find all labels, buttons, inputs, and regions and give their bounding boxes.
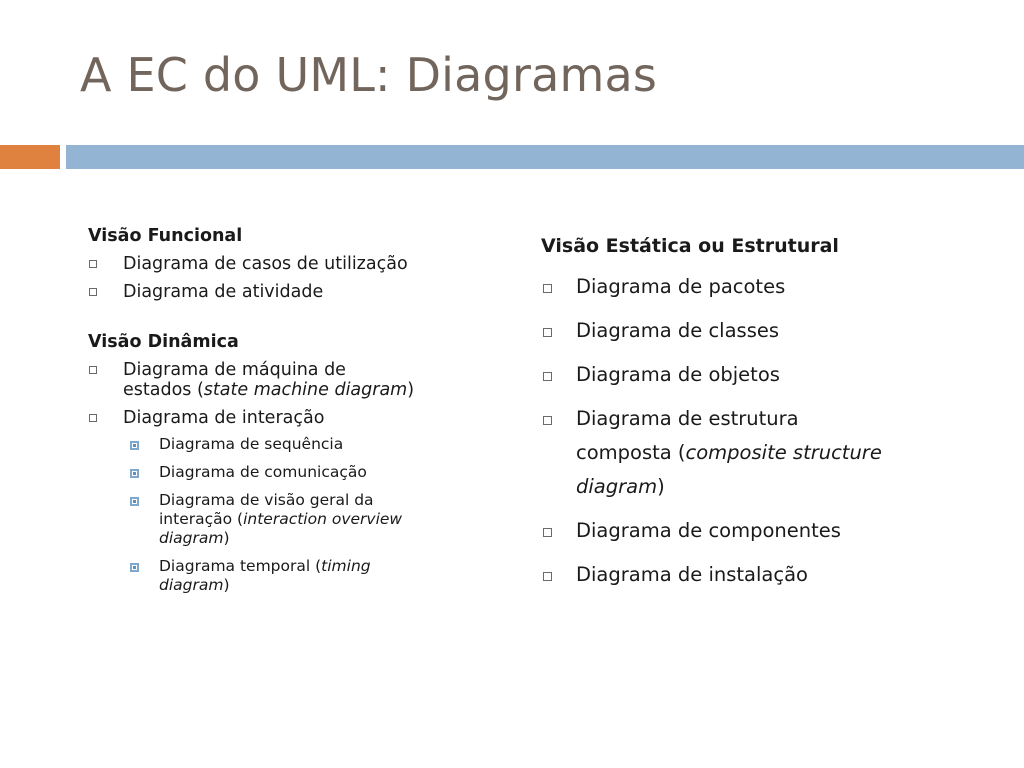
list-item-interaction [88, 408, 508, 595]
hollow-square-bullet-icon [543, 572, 552, 581]
sublist-item-label: ) [223, 576, 230, 594]
sublist-item [123, 435, 508, 454]
english-term: composite structure [685, 441, 882, 464]
list-item [541, 558, 941, 592]
static-view-heading: Visão Estática ou Estrutural [541, 235, 839, 257]
english-term: interaction overview [243, 510, 403, 528]
list-item-composite [541, 402, 941, 504]
sublist-item-label: interação ( [159, 510, 244, 528]
hollow-square-bullet-icon [543, 528, 552, 537]
english-term: state machine diagram [203, 380, 408, 400]
hollow-square-bullet-icon [543, 416, 552, 425]
list-item-label: estados ( [123, 380, 204, 400]
list-item-state-machine [88, 360, 508, 400]
list-item [541, 358, 941, 392]
sublist-item [123, 491, 508, 548]
slide-title: A EC do UML: Diagramas [80, 48, 658, 102]
hollow-square-bullet-icon [89, 414, 97, 422]
list-item-label: Diagrama de componentes [576, 519, 841, 542]
list-item [88, 254, 508, 274]
list-item-label: Diagrama de casos de utilização [123, 254, 408, 274]
functional-view-list [88, 254, 508, 302]
english-term: timing [321, 557, 371, 575]
sublist-item-label: ) [223, 529, 230, 547]
static-view-list [541, 270, 941, 592]
dynamic-view-list [88, 360, 508, 595]
list-item-label: composta ( [576, 441, 686, 464]
hollow-square-bullet-icon [89, 288, 97, 296]
list-item [541, 270, 941, 304]
list-item-label: Diagrama de pacotes [576, 275, 786, 298]
hollow-square-bullet-icon [543, 328, 552, 337]
list-item [88, 282, 508, 302]
interaction-sublist [123, 435, 508, 595]
hollow-square-bullet-icon [543, 284, 552, 293]
list-item-label: Diagrama de estrutura [576, 407, 799, 430]
blue-square-bullet-icon [130, 469, 139, 478]
title-divider-band [66, 145, 1024, 169]
list-item-label: Diagrama de classes [576, 319, 780, 342]
list-item-label: ) [407, 380, 415, 400]
dynamic-view-heading: Visão Dinâmica [88, 332, 239, 352]
blue-square-bullet-icon [130, 497, 139, 506]
blue-square-bullet-icon [130, 441, 139, 450]
list-item [541, 314, 941, 348]
hollow-square-bullet-icon [89, 366, 97, 374]
list-item-label: ) [657, 475, 665, 498]
list-item-label: Diagrama de atividade [123, 282, 324, 302]
list-item-label: Diagrama de interação [123, 408, 325, 428]
sublist-item-label: Diagrama de sequência [159, 435, 344, 453]
right-column [541, 232, 941, 592]
sublist-item-label: Diagrama de visão geral da [159, 491, 374, 509]
functional-view-heading: Visão Funcional [88, 226, 243, 246]
sublist-item-label: Diagrama temporal ( [159, 557, 322, 575]
list-item-label: Diagrama de máquina de [123, 360, 346, 380]
left-column [88, 224, 508, 595]
list-item-label: Diagrama de instalação [576, 563, 808, 586]
sublist-item [123, 463, 508, 482]
english-term: diagram [159, 576, 224, 594]
blue-square-bullet-icon [130, 563, 139, 572]
english-term: diagram [576, 475, 658, 498]
sublist-item-label: Diagrama de comunicação [159, 463, 367, 481]
sublist-item [123, 557, 508, 595]
hollow-square-bullet-icon [89, 260, 97, 268]
list-item-label: Diagrama de objetos [576, 363, 780, 386]
hollow-square-bullet-icon [543, 372, 552, 381]
english-term: diagram [159, 529, 224, 547]
title-accent-band [0, 145, 60, 169]
list-item [541, 514, 941, 548]
